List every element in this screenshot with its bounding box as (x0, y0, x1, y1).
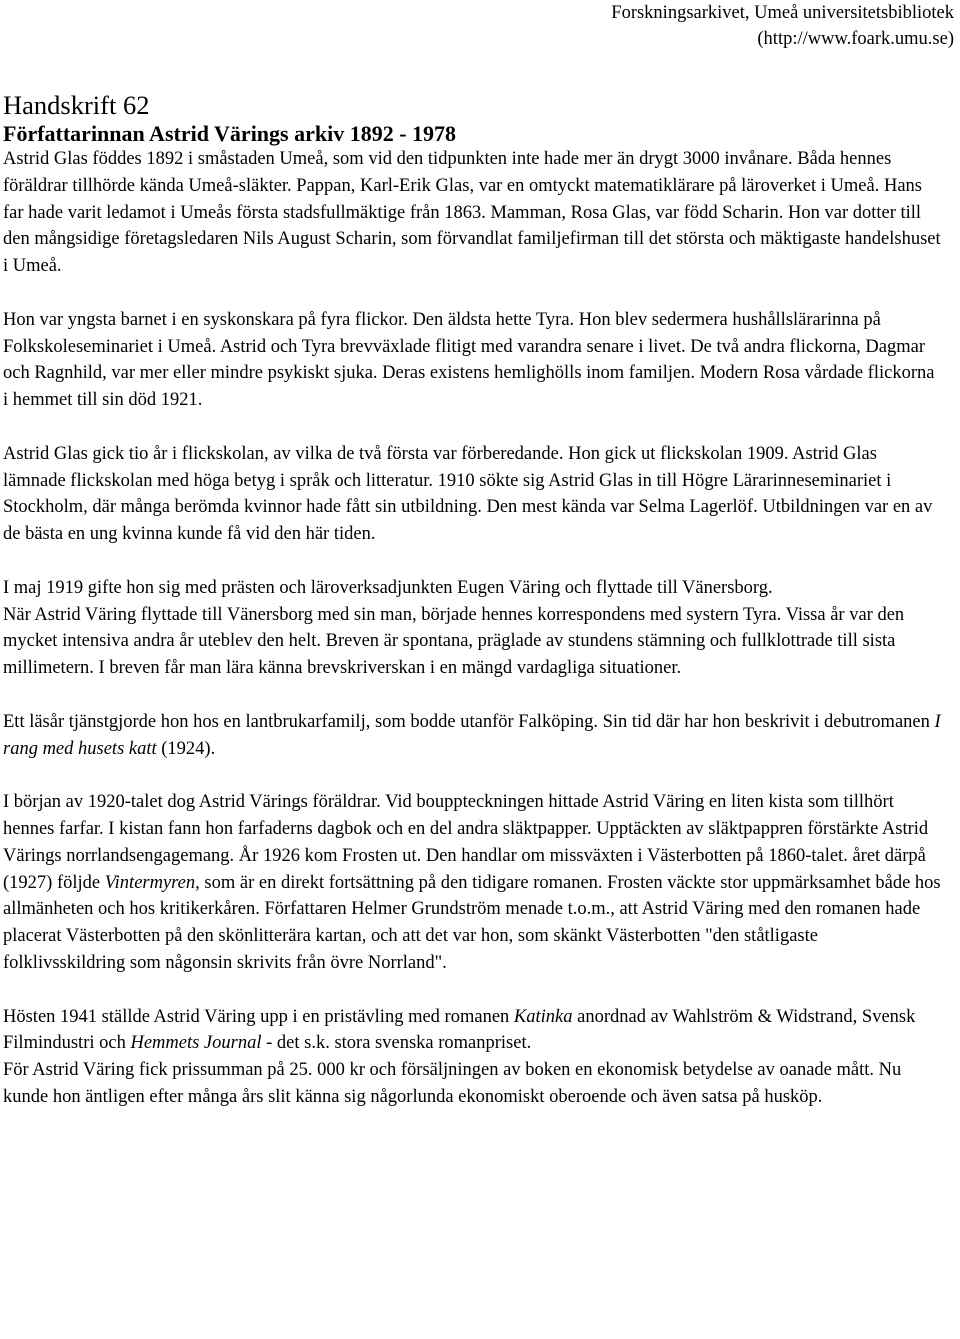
prize-text-after: - det s.k. stora svenska romanpriset. (261, 1033, 532, 1054)
document-subtitle: Författarinnan Astrid Värings arkiv 1892 - 1978 (3, 121, 457, 146)
debut-text-before: Ett läsår tjänstgjorde hon hos en lantbrukarfamilj, som bodde utanför Falköping. Sin tid där har hon beskrivit i debutromanen (3, 711, 935, 732)
norrland-text-after: som är en direkt fortsättning på den tidigare romanen. Frosten väckte stor uppmärksamhet både hos allmänheten och hos kritikerkåren. Författaren Helmer Grundström menade t.o.m., att Astrid Väring med den romanen hade placerat Västerbotten på den skönlitterära kartan, och att det var hon, som skänkt Västerbotten "den ståtligaste folklivsskildring som någonsin skrivits från övre Norrland". (3, 872, 941, 973)
prize-text-mid: anordnad av Wahlström & Widstrand, Svensk Filmindustri och (3, 1006, 916, 1054)
debut-text-after: (1924). (156, 738, 216, 759)
paragraph-prize (3, 1004, 943, 1058)
paragraph-norrland-novels (3, 789, 943, 977)
page-title: Handskrift 62 (3, 90, 150, 120)
paragraph-debut (3, 709, 943, 763)
paragraph-prize-money: För Astrid Väring fick prissumman på 25. 000 kr och försäljningen av boken en ekonomisk betydelse av oanade mått. Nu kunde hon äntligen efter många års slit känna sig någorlunda ekonomiskt oberoende och även satsa på husköp. (3, 1060, 902, 1107)
prize-text-before: Hösten 1941 ställde Astrid Väring upp i en pristävling med romanen (3, 1006, 514, 1027)
paragraph-sisters: Hon var yngsta barnet i en syskonskara på fyra flickor. Den äldsta hette Tyra. Hon blev sedermera hushållslärarinna på Folkskoleseminariet i Umeå. Astrid och Tyra brevväxlade flitigt med varandra senare i livet. De två andra flickorna, Dagmar och Ragnhild, var mer eller mindre psykiskt sjuka. Deras existens hemlighölls inom familjen. Modern Rosa vårdade flickorna i hemmet till sin död 1921. (3, 309, 935, 411)
debut-novel-title: I rang med husets katt (3, 711, 941, 759)
paragraph-family-background: Astrid Glas föddes 1892 i småstaden Umeå, som vid den tidpunkten inte hade mer än drygt 3000 invånare. Båda hennes föräldrar tillhörde kända Umeå-släkter. Pappan, Karl-Erik Glas, var en omtyckt matematiklärare på läroverket i Umeå. Hans far hade varit ledamot i Umeås första stadsfullmäktige från 1863. Mamman, Rosa Glas, var född Scharin. Hon var dotter till den mångsidige företagsledaren Nils August Scharin, som förvandlat familjefirman till det största och mäktigaste handelshuset i Umeå. (3, 149, 941, 277)
document-body (3, 90, 943, 1137)
paragraph-education: Astrid Glas gick tio år i flickskolan, av vilka de två första var förberedande. Hon gick ut flickskolan 1909. Astrid Glas lämnade flickskolan med höga betyg i språk och litteratur. 1910 sökte sig Astrid Glas in till Högre Lärarinneseminariet i Stockholm, där många berömda kvinnor hade fått sin utbildning. Den mest kända var Selma Lagerlöf. Utbildningen var en av de bästa en ung kvinna kunde få vid den här tiden. (3, 443, 933, 545)
paragraph-correspondence: När Astrid Väring flyttade till Vänersborg med sin man, började hennes korrespondens med systern Tyra. Vissa år var den mycket intensiva andra år uteblev den helt. Breven är spontana, präglade av stundens stämning och fullklottrade till sista millimetern. I breven får man lära känna brevskriverskan i en mängd vardagliga situationer. (3, 604, 905, 679)
paragraph-marriage: I maj 1919 gifte hon sig med prästen och läroverksadjunkten Eugen Väring och flyttade till Vänersborg. (3, 577, 773, 598)
vintermyren-title: Vintermyren, (104, 872, 200, 893)
katinka-title: Katinka (513, 1006, 573, 1027)
norrland-text-before: I början av 1920-talet dog Astrid Värings föräldrar. Vid bouppteckningen hittade Astrid Väring en liten kista som tillhört hennes farfar. I kistan fann hon farfaderns dagbok och en del andra släktpapper. Upptäckten av släktpappren förstärkte Astrid Värings norrlandsengagemang. År 1926 kom Frosten ut. Den handlar om missväxten i Västerbotten på 1860-talet. året därpå (1927) följde (3, 792, 929, 893)
source-header (611, 0, 954, 52)
source-archive-name: Forskningsarkivet, Umeå universitetsbibliotek (611, 3, 954, 23)
source-url: (http://www.foark.umu.se) (757, 29, 954, 49)
hemmets-journal-title: Hemmets Journal (130, 1033, 262, 1054)
